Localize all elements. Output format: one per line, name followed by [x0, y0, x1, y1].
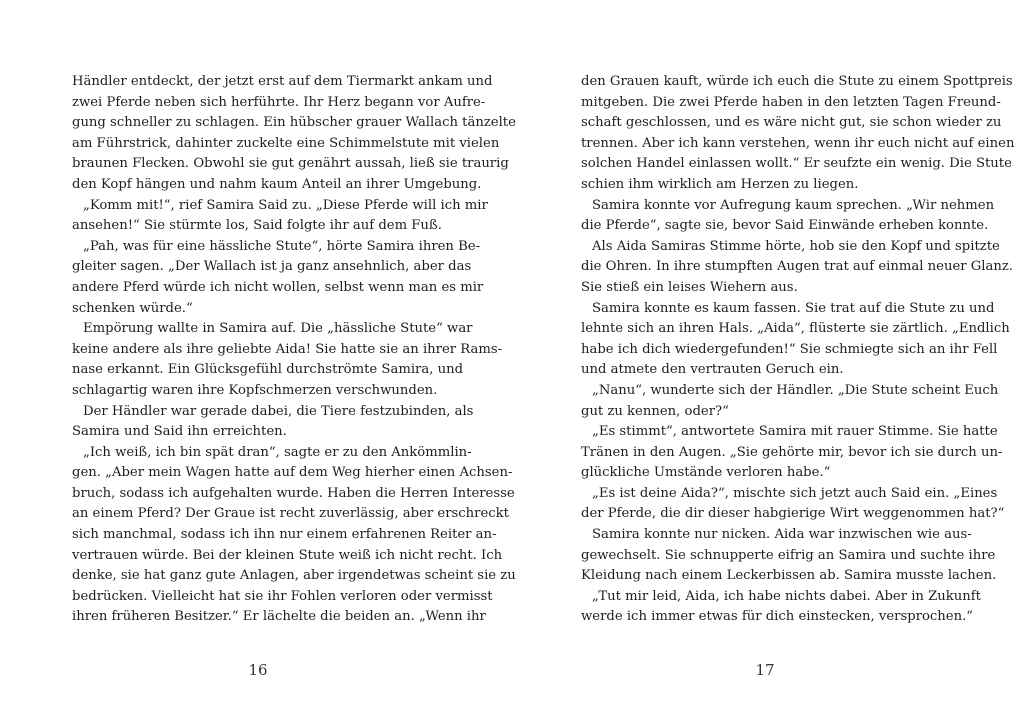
text-line: und atmete den vertrauten Geruch ein.	[581, 362, 844, 378]
text-line: Samira konnte nur nicken. Aida war inzwischen wie aus-	[592, 527, 972, 543]
text-line: vertrauen würde. Bei der kleinen Stute weiß ich nicht recht. Ich	[72, 547, 503, 563]
text-line: der Pferde, die dir dieser habgierige Wirt weggenommen hat?“	[581, 506, 1005, 522]
text-line: braunen Flecken. Obwohl sie gut genährt aussah, ließ sie traurig	[72, 156, 509, 172]
text-line: „Tut mir leid, Aida, ich habe nichts dabei. Aber in Zukunft	[592, 588, 981, 604]
text-line: Der Händler war gerade dabei, die Tiere festzubinden, als	[83, 403, 474, 419]
text-line: gleiter sagen. „Der Wallach ist ja ganz ansehnlich, aber das	[72, 259, 472, 275]
left-page-number: 16	[248, 661, 268, 679]
text-line: Kleidung nach einem Leckerbissen ab. Samira musste lachen.	[581, 568, 997, 584]
text-line: solchen Handel einlassen wollt.“ Er seufzte ein wenig. Die Stute	[581, 156, 1012, 172]
text-line: Tränen in den Augen. „Sie gehörte mir, bevor ich sie durch un-	[581, 444, 1003, 460]
text-line: Samira konnte es kaum fassen. Sie trat auf die Stute zu und	[592, 300, 995, 316]
text-line: Als Aida Samiras Stimme hörte, hob sie den Kopf und spitzte	[592, 238, 1000, 254]
text-line: Samira konnte vor Aufregung kaum sprechen. „Wir nehmen	[592, 197, 995, 213]
text-line: „Es stimmt“, antwortete Samira mit rauer Stimme. Sie hatte	[592, 424, 998, 440]
text-line: bedrücken. Vielleicht hat sie ihr Fohlen verloren oder vermisst	[72, 588, 493, 604]
text-line: sich manchmal, sodass ich ihn nur einem erfahrenen Reiter an-	[72, 527, 497, 543]
left-page-text	[72, 72, 516, 628]
text-line: den Grauen kauft, würde ich euch die Stute zu einem Spottpreis	[581, 74, 1013, 89]
text-line: denke, sie hat ganz gute Anlagen, aber irgendetwas scheint sie zu	[72, 568, 516, 584]
text-line: Sie stieß ein leises Wiehern aus.	[581, 279, 798, 295]
text-line: am Führstrick, dahinter zuckelte eine Schimmelstute mit vielen	[72, 135, 500, 151]
text-line: zwei Pferde neben sich herführte. Ihr Herz begann vor Aufre-	[72, 94, 486, 110]
text-line: „Komm mit!“, rief Samira Said zu. „Diese Pferde will ich mir	[83, 197, 488, 213]
text-line: gut zu kennen, oder?“	[581, 403, 729, 419]
text-line: den Kopf hängen und nahm kaum Anteil an ihrer Umgebung.	[72, 176, 482, 192]
text-line: „Es ist deine Aida?“, mischte sich jetzt auch Said ein. „Eines	[592, 485, 998, 501]
text-line: ihren früheren Besitzer.“ Er lächelte die beiden an. „Wenn ihr	[72, 609, 486, 625]
text-line: ansehen!“ Sie stürmte los, Said folgte ihr auf dem Fuß.	[72, 218, 442, 234]
text-line: gung schneller zu schlagen. Ein hübscher grauer Wallach tänzelte	[72, 115, 516, 131]
text-line: andere Pferd würde ich nicht wollen, selbst wenn man es mir	[72, 279, 484, 295]
text-line: „Ich weiß, ich bin spät dran“, sagte er zu den Ankömmlin-	[83, 444, 472, 460]
text-line: schlagartig waren ihre Kopfschmerzen verschwunden.	[72, 382, 438, 398]
right-page-number: 17	[755, 661, 775, 679]
text-line: schien ihm wirklich am Herzen zu liegen.	[581, 176, 859, 192]
text-line: Händler entdeckt, der jetzt erst auf dem Tiermarkt ankam und	[72, 74, 493, 89]
text-line: die Ohren. In ihre stumpften Augen trat auf einmal neuer Glanz.	[581, 259, 1013, 275]
text-line: werde ich immer etwas für dich einstecken, versprochen.“	[581, 609, 974, 625]
text-line: die Pferde“, sagte sie, bevor Said Einwände erheben konnte.	[581, 218, 989, 234]
text-line: schaft geschlossen, und es wäre nicht gut, sie schon wieder zu	[581, 115, 1002, 131]
text-line: gen. „Aber mein Wagen hatte auf dem Weg hierher einen Achsen-	[72, 465, 513, 481]
text-line: keine andere als ihre geliebte Aida! Sie hatte sie an ihrer Rams-	[72, 341, 503, 357]
text-line: gewechselt. Sie schnupperte eifrig an Samira und suchte ihre	[581, 547, 996, 563]
text-line: mitgeben. Die zwei Pferde haben in den letzten Tagen Freund-	[581, 94, 1001, 110]
text-line: schenken würde.“	[72, 300, 193, 316]
text-line: Samira und Said ihn erreichten.	[72, 424, 287, 440]
text-line: Empörung wallte in Samira auf. Die „hässliche Stute“ war	[83, 321, 473, 337]
text-line: glückliche Umstände verloren habe.“	[581, 465, 831, 481]
text-line: trennen. Aber ich kann verstehen, wenn ihr euch nicht auf einen	[581, 135, 1015, 151]
text-line: an einem Pferd? Der Graue ist recht zuverlässig, aber erschreckt	[72, 506, 509, 522]
text-line: nase erkannt. Ein Glücksgefühl durchströmte Samira, und	[72, 362, 464, 378]
text-line: lehnte sich an ihren Hals. „Aida“, flüsterte sie zärtlich. „Endlich	[581, 321, 1010, 337]
text-line: „Pah, was für eine hässliche Stute“, hörte Samira ihren Be-	[83, 238, 481, 254]
text-line: bruch, sodass ich aufgehalten wurde. Haben die Herren Interesse	[72, 485, 515, 501]
text-line: „Nanu“, wunderte sich der Händler. „Die Stute scheint Euch	[592, 382, 999, 398]
text-line: habe ich dich wiedergefunden!“ Sie schmiegte sich an ihr Fell	[581, 341, 998, 357]
right-page-text	[581, 72, 1015, 628]
